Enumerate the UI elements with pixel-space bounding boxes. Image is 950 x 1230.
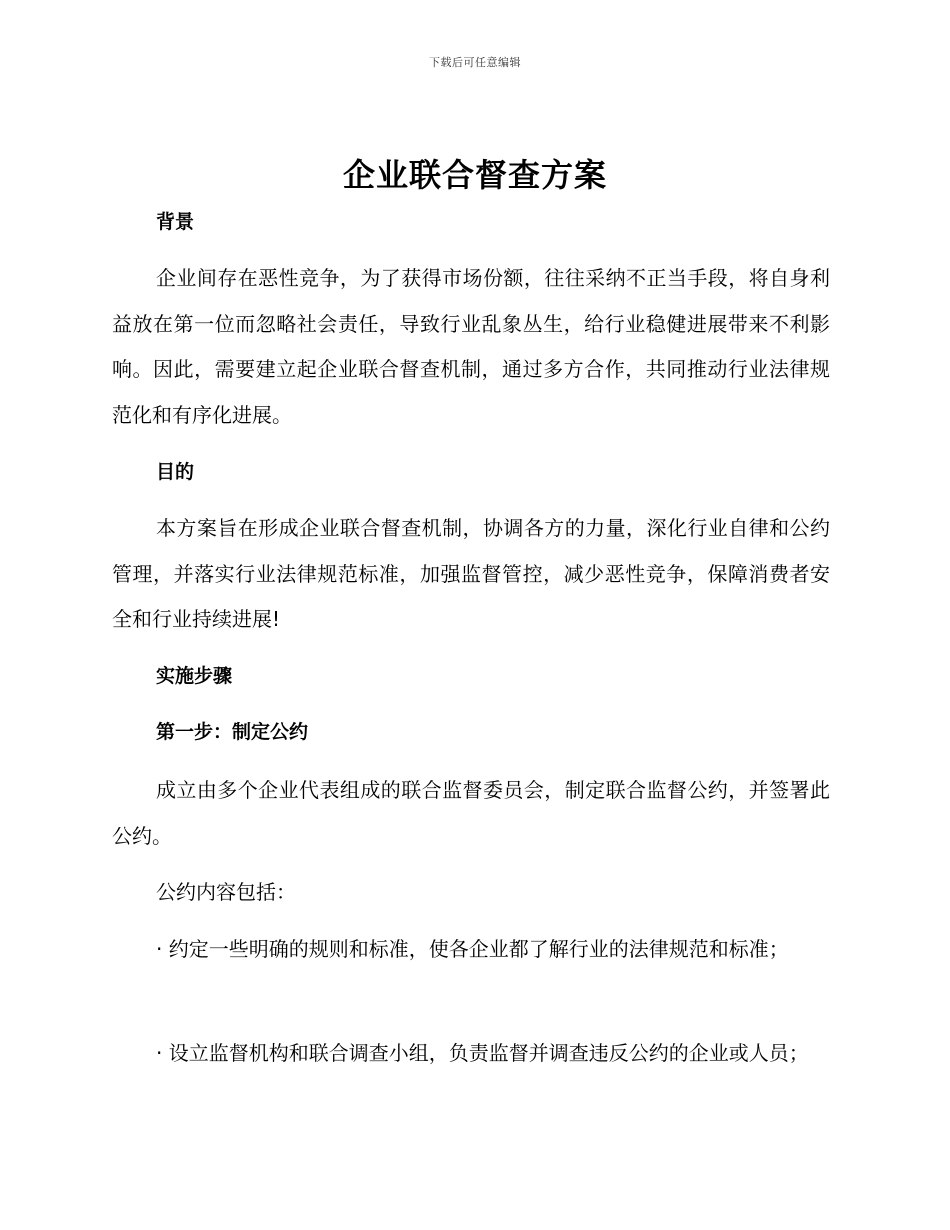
step1-paragraph: 成立由多个企业代表组成的联合监督委员会，制定联合监督公约，并签署此公约。 <box>112 778 830 848</box>
bullet-item-rules: · 约定一些明确的规则和标准，使各企业都了解行业的法律规范和标准； <box>156 937 789 961</box>
background-heading: 背景 <box>156 211 195 233</box>
convention-intro: 公约内容包括： <box>156 880 296 904</box>
document-title: 企业联合督查方案 <box>342 156 607 194</box>
purpose-paragraph: 本方案旨在形成企业联合督查机制，协调各方的力量，深化行业自律和公约管理，并落实行业法律规范标准，加强监督管控，减少恶性竞争，保障消费者安全和行业持续进展! <box>112 516 830 631</box>
step1-heading: 第一步：制定公约 <box>156 721 309 743</box>
bullet-item-supervision: · 设立监督机构和联合调查小组，负责监督并调查违反公约的企业或人员； <box>156 1041 809 1065</box>
purpose-heading: 目的 <box>156 461 195 483</box>
steps-heading: 实施步骤 <box>156 665 233 687</box>
header-note: 下载后可任意编辑 <box>429 56 521 69</box>
background-paragraph: 企业间存在恶性竞争，为了获得市场份额，往往采纳不正当手段，将自身利益放在第一位而忽略社会责任，导致行业乱象丛生，给行业稳健进展带来不利影响。因此，需要建立起企业联合督查机制，通过多方合作，共同推动行业法律规范化和有序化进展。 <box>112 266 830 427</box>
